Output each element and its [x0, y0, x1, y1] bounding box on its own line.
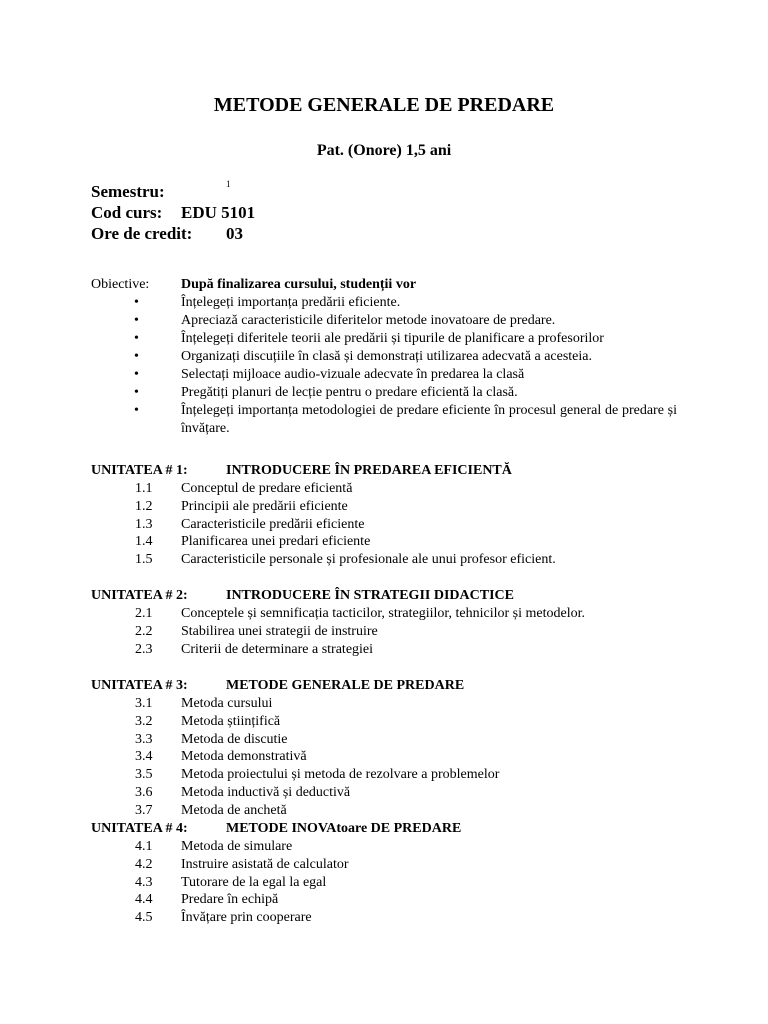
unit-header: [91, 587, 681, 605]
objective-item: [91, 330, 677, 348]
unit-title: METODE INOVAtoare DE PREDARE: [226, 821, 462, 836]
objective-text: Selectați mijloace audio-vizuale adecvate în predarea la clasă: [181, 367, 525, 382]
unit-item-text: Metoda proiectului și metoda de rezolvare a problemelor: [181, 767, 500, 783]
unit-item-number: 1.4: [135, 534, 153, 550]
unit-item-text: Metoda de simulare: [181, 839, 293, 854]
unit-item: [91, 766, 681, 784]
unit-title: INTRODUCERE ÎN PREDAREA EFICIENTĂ: [226, 463, 512, 478]
unit-label: UNITATEA # 3:: [91, 678, 188, 693]
unit-item-number: 1.5: [135, 552, 153, 568]
unit-header: [91, 820, 681, 838]
unit-section: [91, 462, 681, 569]
unit-item-text: Conceptele și semnificația tacticilor, strategiilor, tehnicilor și metodelor.: [181, 606, 585, 621]
unit-item-number: 3.3: [135, 731, 153, 747]
unit-item-number: 2.3: [135, 641, 153, 657]
document-title: METODE GENERALE DE PREDARE: [213, 94, 555, 116]
objective-text: Înțelegeți importanța metodologiei de predare eficiente în procesul general de predare și învățare.: [181, 403, 677, 436]
objective-item: [91, 348, 677, 366]
ore-credit-label: Ore de credit:: [91, 224, 193, 243]
unit-item-text: Principii ale predării eficiente: [181, 498, 348, 514]
objectives-list: [91, 294, 677, 438]
unit-item-text: Criterii de determinare a strategiei: [181, 641, 374, 657]
unit-item-number: 4.5: [135, 910, 153, 926]
unit-item-number: 3.1: [135, 696, 153, 711]
unit-item: [91, 551, 681, 569]
objective-text: Organizați discuțiile în clasă și demonstrați utilizarea adecvată a acesteia.: [181, 349, 593, 364]
objective-text: Înțelegeți importanța predării eficiente.: [181, 295, 401, 310]
bullet-icon: •: [134, 367, 139, 382]
unit-section: [91, 677, 681, 820]
unit-header: [91, 677, 681, 695]
objectives-header: [91, 276, 677, 294]
unit-item-number: 1.2: [135, 498, 153, 514]
unit-item-number: 4.3: [135, 874, 153, 890]
unit-item: [91, 909, 681, 927]
unit-header: [91, 462, 681, 480]
bullet-icon: •: [134, 403, 139, 418]
objective-item: [91, 366, 677, 384]
bullet-icon: •: [134, 349, 139, 364]
unit-item-text: Metoda de anchetă: [181, 802, 287, 818]
bullet-icon: •: [134, 385, 139, 400]
unit-item: [91, 802, 681, 820]
document-subtitle: Pat. (Onore) 1,5 ani: [316, 142, 452, 159]
cod-curs-value: EDU 5101: [181, 203, 256, 222]
objectives-label: Obiective:: [91, 277, 150, 292]
unit-item-text: Metoda de discutie: [181, 731, 288, 747]
unit-item: [91, 498, 681, 516]
unit-item: [91, 784, 681, 802]
objective-text: Pregătiți planuri de lecție pentru o predare eficientă la clasă.: [181, 385, 518, 400]
unit-item: [91, 856, 681, 874]
unit-item-number: 3.2: [135, 713, 153, 729]
unit-item-number: 4.1: [135, 839, 153, 854]
unit-item-number: 3.4: [135, 749, 153, 765]
unit-item-text: Caracteristicile personale și profesionale ale unui profesor eficient.: [181, 552, 556, 568]
unit-item: [91, 623, 681, 641]
objectives-intro: După finalizarea cursului, studenții vor: [181, 277, 417, 292]
unit-item-number: 2.2: [135, 623, 153, 639]
unit-item-number: 3.5: [135, 767, 153, 783]
unit-section: [91, 820, 681, 927]
unit-item-text: Instruire asistată de calculator: [181, 856, 349, 872]
unit-item-text: Stabilirea unei strategii de instruire: [181, 623, 378, 639]
unit-item-text: Tutorare de la egal la egal: [181, 874, 327, 890]
unit-item-text: Predare în echipă: [181, 892, 279, 908]
unit-item: [91, 731, 681, 749]
unit-label: UNITATEA # 4:: [91, 821, 188, 836]
unit-item: [91, 838, 681, 856]
semestru-value: 1: [226, 179, 231, 189]
objective-item: [91, 402, 677, 438]
cod-curs-label: Cod curs:: [91, 203, 163, 222]
objective-text: Înțelegeți diferitele teorii ale predării și tipurile de planificare a profesorilor: [181, 331, 604, 346]
unit-item-text: Metoda științifică: [181, 713, 281, 729]
unit-item-number: 4.4: [135, 892, 153, 908]
unit-item: [91, 533, 681, 551]
unit-item: [91, 605, 681, 623]
unit-title: INTRODUCERE ÎN STRATEGII DIDACTICE: [226, 588, 514, 603]
unit-item-text: Metoda demonstrativă: [181, 749, 307, 765]
unit-item: [91, 748, 681, 766]
unit-item: [91, 641, 681, 659]
unit-item-text: Planificarea unei predari eficiente: [181, 534, 371, 550]
ore-credit-value: 03: [226, 224, 243, 243]
objectives-section: [91, 276, 677, 438]
unit-item-number: 2.1: [135, 606, 153, 621]
semestru-label: Semestru:: [91, 182, 165, 201]
unit-item-number: 1.1: [135, 481, 153, 496]
bullet-icon: •: [134, 295, 139, 310]
unit-item-number: 3.7: [135, 802, 153, 818]
unit-label: UNITATEA # 1:: [91, 463, 188, 478]
unit-item-text: Metoda inductivă și deductivă: [181, 784, 351, 800]
unit-item-text: Metoda cursului: [181, 696, 273, 711]
unit-label: UNITATEA # 2:: [91, 588, 188, 603]
objective-item: [91, 294, 677, 312]
unit-item: [91, 516, 681, 534]
unit-section: [91, 587, 681, 658]
unit-item: [91, 874, 681, 892]
unit-item-number: 1.3: [135, 516, 153, 532]
objective-item: [91, 312, 677, 330]
unit-item-number: 3.6: [135, 784, 153, 800]
unit-item: [91, 695, 681, 713]
unit-item-text: Învățare prin cooperare: [181, 910, 312, 926]
unit-item-text: Caracteristicile predării eficiente: [181, 516, 365, 532]
objective-text: Apreciază caracteristicile diferitelor metode inovatoare de predare.: [181, 313, 556, 328]
unit-item: [91, 891, 681, 909]
bullet-icon: •: [134, 313, 139, 328]
unit-item-number: 4.2: [135, 856, 153, 872]
unit-title: METODE GENERALE DE PREDARE: [226, 678, 465, 693]
unit-item-text: Conceptul de predare eficientă: [181, 481, 353, 496]
objective-item: [91, 384, 677, 402]
bullet-icon: •: [134, 331, 139, 346]
unit-item: [91, 713, 681, 731]
unit-item: [91, 480, 681, 498]
